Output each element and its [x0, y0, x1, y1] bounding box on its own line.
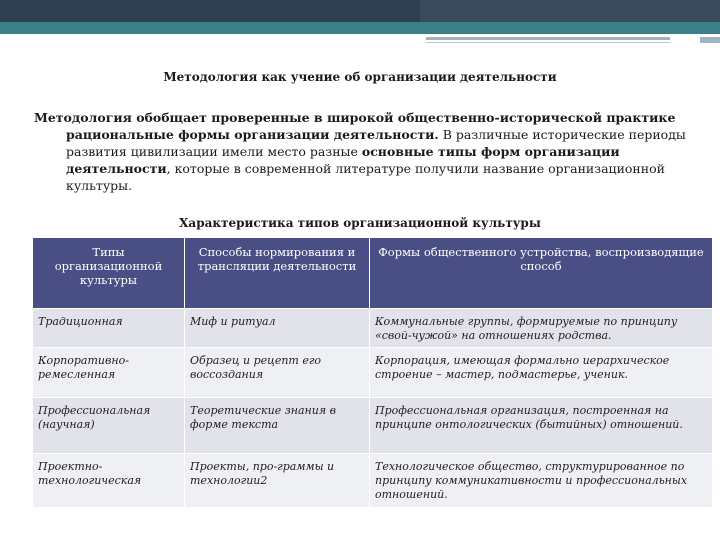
header-band-teal	[0, 22, 720, 34]
intro-text-3: развития цивилизации имели место разные	[66, 144, 362, 159]
intro-paragraph	[34, 109, 714, 194]
header-forms: Формы общественного устройства, воспроизводящие способ	[370, 238, 713, 309]
cell-type: Профессиональная (научная)	[33, 398, 185, 454]
table-header-row	[33, 238, 713, 309]
intro-bold-3: деятельности	[66, 161, 167, 176]
cell-form: Коммунальные группы, формируемые по принципу «свой-чужой» на отношениях родства.	[370, 309, 713, 348]
table-row	[33, 398, 713, 454]
decor-rule-end	[700, 37, 720, 43]
cell-type: Традиционная	[33, 309, 185, 348]
cell-form: Профессиональная организация, построенная на принципе онтологических (бытийных) отношений.	[370, 398, 713, 454]
intro-line-3	[34, 143, 714, 160]
intro-bold-2: основные типы форм организации	[361, 144, 620, 159]
cell-method: Миф и ритуал	[185, 309, 370, 348]
intro-line-1: Методология обобщает проверенные в широкой общественно-исторической практике	[34, 110, 676, 125]
intro-line-4	[34, 160, 714, 177]
intro-line-2	[34, 126, 714, 143]
cell-form: Технологическое общество, структурированное по принципу коммуникативности и профессиональных отношений.	[370, 454, 713, 508]
intro-text-2: В различные исторические периоды	[438, 127, 686, 142]
header-types: Типы организационной культуры	[33, 238, 185, 309]
slide-title: Методология как учение об организации деятельности	[163, 70, 557, 84]
cell-type: Проектно-технологическая	[33, 454, 185, 508]
cell-type: Корпоративно-ремесленная	[33, 348, 185, 398]
cell-method: Проекты, про-граммы и технологии2	[185, 454, 370, 508]
cell-form: Корпорация, имеющая формально иерархическое строение – мастер, подмастерье, ученик.	[370, 348, 713, 398]
table-row	[33, 348, 713, 398]
intro-text-4: , которые в современной литературе получили название организационной	[166, 161, 665, 176]
table-row	[33, 454, 713, 508]
intro-line-5: культуры.	[66, 178, 133, 193]
table-row	[33, 309, 713, 348]
culture-types-table	[32, 237, 713, 508]
header-band-dark-right	[420, 0, 720, 22]
cell-method: Теоретические знания в форме текста	[185, 398, 370, 454]
decor-rule	[426, 37, 670, 40]
decor-rule-thin	[426, 42, 670, 43]
cell-method: Образец и рецепт его воссоздания	[185, 348, 370, 398]
intro-bold-1: рациональные формы организации деятельности.	[66, 127, 439, 142]
table-caption: Характеристика типов организационной культуры	[179, 216, 541, 230]
header-methods: Способы нормирования и трансляции деятельности	[185, 238, 370, 309]
